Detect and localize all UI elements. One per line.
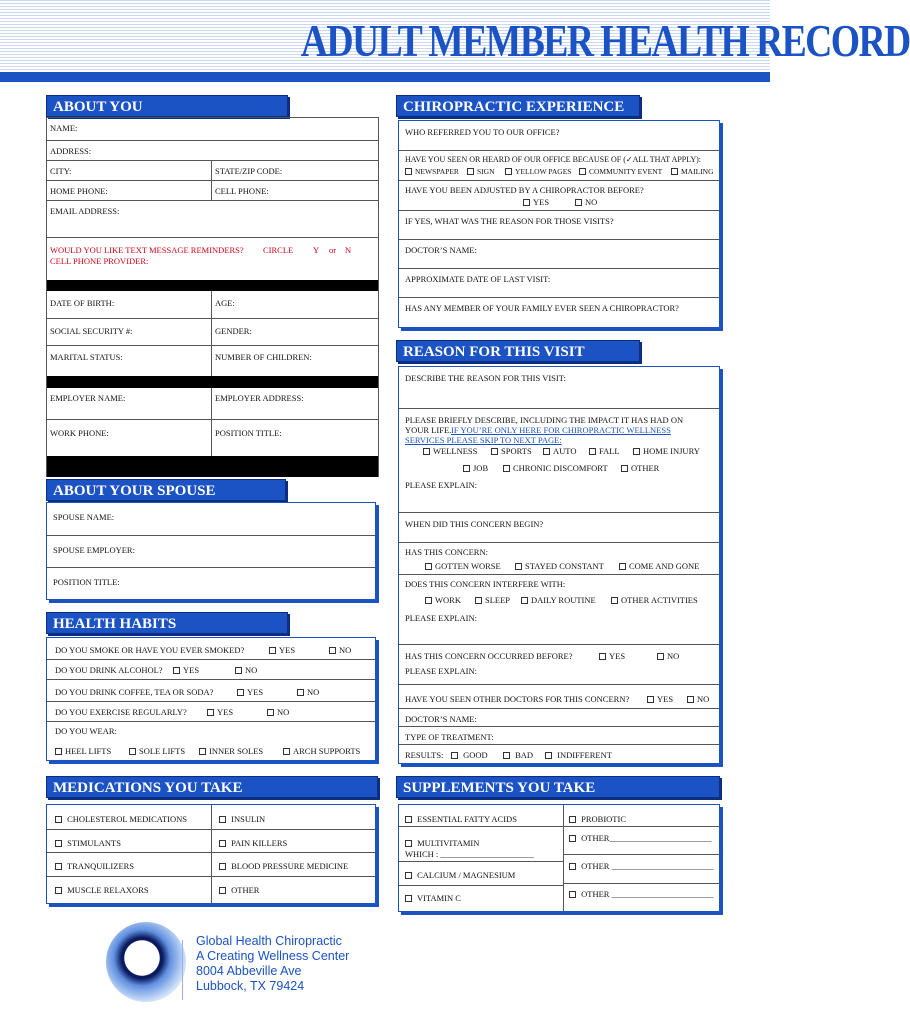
work-option[interactable]: WORK [425, 595, 461, 605]
worse-option[interactable]: GOTTEN WORSE [425, 561, 501, 571]
footer-divider [182, 940, 183, 1000]
wear-label: DO YOU WEAR: [55, 726, 117, 736]
checkbox[interactable] [55, 748, 62, 755]
referred-label: WHO REFERRED YOU TO OUR OFFICE? [405, 127, 560, 137]
checkbox[interactable] [129, 748, 136, 755]
doctor-label: DOCTOR’S NAME: [405, 245, 477, 255]
exercise-yes[interactable]: YES [207, 707, 233, 717]
coffee-row [47, 680, 375, 702]
seen-heard-label: HAVE YOU SEEN OR HEARD OF OUR OFFICE BECAUSE OF (✓ALL THAT APPLY): [405, 155, 702, 164]
city-row[interactable] [47, 161, 378, 181]
work-phone-row[interactable] [47, 420, 378, 456]
checkbox[interactable] [545, 752, 552, 759]
medications-section [46, 804, 376, 904]
medication-item[interactable]: INSULIN [219, 814, 265, 824]
about-you-section [46, 117, 379, 477]
divider-bar [47, 280, 378, 291]
checkbox[interactable] [621, 465, 628, 472]
checkbox[interactable] [219, 816, 226, 823]
checkbox[interactable] [687, 696, 694, 703]
divider-bar [47, 456, 378, 477]
checkbox[interactable] [425, 597, 432, 604]
about-you-header: ABOUT YOU [46, 95, 288, 117]
sports-option[interactable]: SPORTS [491, 446, 532, 456]
checkbox[interactable] [467, 168, 474, 175]
medication-item[interactable]: PAIN KILLERS [219, 838, 287, 848]
sign-option[interactable]: SIGN [467, 167, 495, 176]
explain3-label: PLEASE EXPLAIN: [405, 666, 478, 676]
doctor-name-row[interactable] [399, 709, 719, 727]
adjusted-row [399, 181, 719, 211]
interfere-row [399, 575, 719, 645]
sleep-option[interactable]: SLEEP [475, 595, 510, 605]
clinic-name: Global Health Chiropractic [196, 934, 342, 948]
checkbox[interactable] [451, 752, 458, 759]
exercise-no[interactable]: NO [267, 707, 289, 717]
spouse-employer-row[interactable] [47, 536, 375, 568]
has-concern-row [399, 543, 719, 575]
text-reminder-row[interactable] [47, 238, 378, 280]
city-label: CITY: [50, 166, 72, 176]
checkbox[interactable] [569, 816, 576, 823]
supplements-header: SUPPLEMENTS YOU TAKE [396, 776, 720, 798]
checkbox[interactable] [405, 872, 412, 879]
last-visit-row[interactable] [399, 269, 719, 298]
checkbox[interactable] [219, 863, 226, 870]
efa-option[interactable]: ESSENTIAL FATTY ACIDS [405, 814, 517, 824]
reason-section [398, 366, 720, 764]
yellow-pages-option[interactable]: YELLOW PAGES [505, 167, 571, 176]
occurred-row [399, 645, 719, 685]
doctor-row[interactable] [399, 240, 719, 269]
spouse-section [46, 502, 376, 600]
name-label: NAME: [50, 123, 78, 133]
checkbox[interactable] [405, 816, 412, 823]
chiro-header: CHIROPRACTIC EXPERIENCE [396, 95, 640, 117]
occurred-yes[interactable]: YES [599, 651, 625, 661]
referred-row[interactable] [399, 121, 719, 151]
no-option[interactable]: N [345, 245, 352, 255]
medication-item[interactable]: MUSCLE RELAXORS [55, 885, 149, 895]
ssn-label: SOCIAL SECURITY #: [50, 326, 133, 336]
checkbox[interactable] [491, 448, 498, 455]
other-docs-no[interactable]: NO [687, 694, 709, 704]
checkbox[interactable] [219, 840, 226, 847]
phone-row[interactable] [47, 181, 378, 201]
work-phone-label: WORK PHONE: [50, 428, 109, 438]
vitamin-c-option[interactable]: VITAMIN C [405, 893, 461, 903]
family-label: HAS ANY MEMBER OF YOUR FAMILY EVER SEEN A CHIROPRACTOR? [405, 303, 679, 313]
other1-option[interactable]: OTHER________________________ [569, 833, 711, 843]
constant-option[interactable]: STAYED CONSTANT [515, 561, 604, 571]
divider [211, 291, 212, 376]
spouse-name-label: SPOUSE NAME: [53, 512, 115, 522]
employer-name-label: EMPLOYER NAME: [50, 393, 126, 403]
when-label: WHEN DID THIS CONCERN BEGIN? [405, 519, 544, 529]
checkbox[interactable] [589, 448, 596, 455]
checkbox[interactable] [199, 748, 206, 755]
checkbox[interactable] [505, 168, 512, 175]
divider-bar [47, 376, 378, 388]
clinic-tagline: A Creating Wellness Center [196, 949, 350, 963]
exercise-row [47, 702, 375, 722]
clinic-street: 8004 Abbeville Ave [196, 964, 302, 978]
indifferent-option[interactable]: INDIFFERENT [545, 750, 612, 760]
other-docs-yes[interactable]: YES [647, 694, 673, 704]
smoke-yes[interactable]: YES [269, 645, 295, 655]
checkbox[interactable] [55, 816, 62, 823]
results-label: RESULTS: [405, 750, 444, 760]
medication-item[interactable]: CHOLESTEROL MEDICATIONS [55, 814, 187, 824]
checkbox[interactable] [405, 895, 412, 902]
address-row[interactable] [47, 141, 378, 161]
interfere-label: DOES THIS CONCERN INTERFERE WITH: [405, 579, 566, 589]
medication-item[interactable]: STIMULANTS [55, 838, 121, 848]
last-visit-label: APPROXIMATE DATE OF LAST VISIT: [405, 274, 551, 284]
newspaper-option[interactable]: NEWSPAPER [405, 167, 459, 176]
sole-lifts-option[interactable]: SOLE LIFTS [129, 746, 185, 756]
occurred-label: HAS THIS CONCERN OCCURRED BEFORE? [405, 651, 573, 661]
checkbox[interactable] [503, 752, 510, 759]
adjusted-yes[interactable]: YES [523, 197, 549, 207]
medications-header: MEDICATIONS YOU TAKE [46, 776, 378, 798]
checkbox[interactable] [405, 840, 412, 847]
other2-option[interactable]: OTHER ________________________ [569, 861, 714, 871]
inner-soles-option[interactable]: INNER SOLES [199, 746, 263, 756]
medication-item[interactable]: TRANQUILIZERS [55, 861, 134, 871]
chiro-section [398, 120, 720, 328]
calcium-option[interactable]: CALCIUM / MAGNESIUM [405, 870, 515, 880]
checkbox[interactable] [269, 647, 276, 654]
supplement-row [563, 827, 721, 855]
smoke-no[interactable]: NO [329, 645, 351, 655]
reason-visits-row[interactable] [399, 211, 719, 240]
briefly-line2a: YOUR LIFE. [405, 425, 452, 435]
checkbox[interactable] [207, 709, 214, 716]
text-reminder-label: WOULD YOU LIKE TEXT MESSAGE REMINDERS? [50, 245, 244, 255]
gender-label: GENDER: [215, 326, 252, 336]
adjusted-no[interactable]: NO [575, 197, 597, 207]
health-habits-header: HEALTH HABITS [46, 612, 288, 634]
checkbox[interactable] [55, 863, 62, 870]
checkbox[interactable] [297, 689, 304, 696]
good-option[interactable]: GOOD [451, 750, 488, 760]
spouse-position-row[interactable] [47, 568, 375, 600]
seen-heard-row [399, 151, 719, 181]
alcohol-no[interactable]: NO [235, 665, 257, 675]
children-label: NUMBER OF CHILDREN: [215, 352, 312, 362]
probiotic-option[interactable]: PROBIOTIC [569, 814, 626, 824]
medication-item[interactable]: BLOOD PRESSURE MEDICINE [219, 861, 348, 871]
supplement-row [563, 855, 721, 884]
supplement-row [563, 805, 721, 827]
divider [211, 805, 212, 903]
checkbox[interactable] [619, 563, 626, 570]
other-docs-row [399, 685, 719, 709]
when-row[interactable] [399, 513, 719, 543]
health-habits-section [46, 637, 376, 761]
checkbox[interactable] [543, 448, 550, 455]
alcohol-yes[interactable]: YES [173, 665, 199, 675]
has-concern-label: HAS THIS CONCERN: [405, 547, 488, 557]
page-title: ADULT MEMBER HEALTH RECORD [300, 15, 910, 66]
checkbox[interactable] [425, 563, 432, 570]
spouse-header: ABOUT YOUR SPOUSE [46, 479, 286, 501]
results-row [399, 745, 719, 763]
cell-phone-label: CELL PHONE: [215, 186, 269, 196]
checkbox[interactable] [569, 863, 576, 870]
describe-label: DESCRIBE THE REASON FOR THIS VISIT: [405, 373, 566, 383]
checkbox[interactable] [55, 887, 62, 894]
checkbox[interactable] [569, 891, 576, 898]
bad-option[interactable]: BAD [503, 750, 533, 760]
checkbox[interactable] [569, 835, 576, 842]
checkbox[interactable] [579, 168, 586, 175]
coffee-label: DO YOU DRINK COFFEE, TEA OR SODA? [55, 687, 214, 697]
home-injury-option[interactable]: HOME INJURY [633, 446, 700, 456]
checkbox[interactable] [671, 168, 678, 175]
mailing-option[interactable]: MAILING [671, 167, 714, 176]
treatment-row[interactable] [399, 727, 719, 745]
community-event-option[interactable]: COMMUNITY EVENT [579, 167, 662, 176]
checkbox[interactable] [237, 689, 244, 696]
checkbox[interactable] [55, 840, 62, 847]
family-row[interactable] [399, 298, 719, 327]
supplement-row [399, 827, 563, 862]
spouse-position-label: POSITION TITLE: [53, 577, 120, 587]
wellness-option[interactable]: WELLNESS [423, 446, 477, 456]
occurred-no[interactable]: NO [657, 651, 679, 661]
checkbox[interactable] [523, 199, 530, 206]
supplement-row [399, 862, 563, 886]
checkbox[interactable] [267, 709, 274, 716]
adjusted-label: HAVE YOU BEEN ADJUSTED BY A CHIROPRACTOR BEFORE? [405, 185, 644, 195]
position-title-label: POSITION TITLE: [215, 428, 282, 438]
chronic-option[interactable]: CHRONIC DISCOMFORT [503, 463, 608, 473]
briefly-line3: SERVICES PLEASE SKIP TO NEXT PAGE: [405, 435, 562, 445]
come-gone-option[interactable]: COME AND GONE [619, 561, 699, 571]
other-activities-option[interactable]: OTHER ACTIVITIES [611, 595, 698, 605]
checkbox[interactable] [657, 653, 664, 660]
other-option[interactable]: OTHER [621, 463, 659, 473]
checkbox[interactable] [235, 667, 242, 674]
other-docs-label: HAVE YOU SEEN OTHER DOCTORS FOR THIS CONCERN? [405, 694, 630, 704]
ssn-row[interactable] [47, 319, 378, 346]
alcohol-label: DO YOU DRINK ALCOHOL? [55, 665, 163, 675]
checkbox[interactable] [329, 647, 336, 654]
spouse-employer-label: SPOUSE EMPLOYER: [53, 545, 135, 555]
wear-row [47, 722, 375, 760]
employer-address-label: EMPLOYER ADDRESS: [215, 393, 304, 403]
coffee-no[interactable]: NO [297, 687, 319, 697]
medication-item[interactable]: OTHER [219, 885, 259, 895]
circle-label: CIRCLE [263, 245, 294, 255]
dob-row[interactable] [47, 291, 378, 319]
auto-option[interactable]: AUTO [543, 446, 576, 456]
home-phone-label: HOME PHONE: [50, 186, 108, 196]
checkbox[interactable] [463, 465, 470, 472]
reason-visits-label: IF YES, WHAT WAS THE REASON FOR THOSE VISITS? [405, 216, 614, 226]
fall-option[interactable]: FALL [589, 446, 620, 456]
checkbox[interactable] [633, 448, 640, 455]
supplements-section [398, 804, 720, 912]
other3-option[interactable]: OTHER ________________________ [569, 889, 714, 899]
email-label: EMAIL ADDRESS: [50, 206, 120, 216]
spouse-name-row[interactable] [47, 503, 375, 536]
checkbox[interactable] [647, 696, 654, 703]
briefly-line1: PLEASE BRIEFLY DESCRIBE, INCLUDING THE IMPACT IT HAS HAD ON [405, 415, 684, 425]
checkbox[interactable] [599, 653, 606, 660]
multivitamin-option[interactable]: MULTIVITAMIN [405, 838, 479, 848]
checkbox[interactable] [423, 448, 430, 455]
address-label: ADDRESS: [50, 146, 92, 156]
supplement-row [399, 805, 563, 827]
which-label[interactable]: WHICH : ______________________ [405, 849, 534, 859]
employer-row[interactable] [47, 388, 378, 420]
smoke-row [47, 638, 375, 660]
marital-row[interactable] [47, 346, 378, 376]
coffee-yes[interactable]: YES [237, 687, 263, 697]
checkbox[interactable] [503, 465, 510, 472]
checkbox[interactable] [521, 597, 528, 604]
checkbox[interactable] [405, 168, 412, 175]
job-option[interactable]: JOB [463, 463, 488, 473]
email-row[interactable] [47, 201, 378, 238]
briefly-row [399, 409, 719, 513]
smoke-label: DO YOU SMOKE OR HAVE YOU EVER SMOKED? [55, 645, 245, 655]
describe-row[interactable] [399, 367, 719, 409]
checkbox[interactable] [515, 563, 522, 570]
checkbox[interactable] [575, 199, 582, 206]
divider [211, 161, 212, 201]
checkbox[interactable] [219, 887, 226, 894]
yes-option[interactable]: Y [313, 245, 320, 255]
checkbox[interactable] [475, 597, 482, 604]
exercise-label: DO YOU EXERCISE REGULARLY? [55, 707, 187, 717]
heel-lifts-option[interactable]: HEEL LIFTS [55, 746, 111, 756]
checkbox[interactable] [283, 748, 290, 755]
alcohol-row [47, 660, 375, 680]
clinic-address [196, 934, 349, 994]
cell-provider-label: CELL PHONE PROVIDER: [50, 256, 149, 266]
explain-label: PLEASE EXPLAIN: [405, 480, 478, 490]
reason-header: REASON FOR THIS VISIT [396, 340, 640, 362]
or-label: or [329, 245, 337, 255]
state-zip-label: STATE/ZIP CODE: [215, 166, 283, 176]
routine-option[interactable]: DAILY ROUTINE [521, 595, 596, 605]
checkbox[interactable] [173, 667, 180, 674]
name-row[interactable] [47, 118, 378, 141]
treatment-label: TYPE OF TREATMENT: [405, 732, 494, 742]
divider [211, 388, 212, 456]
clinic-logo [106, 922, 186, 1002]
explain2-label: PLEASE EXPLAIN: [405, 613, 478, 623]
checkbox[interactable] [611, 597, 618, 604]
dob-label: DATE OF BIRTH: [50, 298, 115, 308]
briefly-line2b: IF YOU’RE ONLY HERE FOR CHIROPRACTIC WELLNESS [451, 425, 671, 435]
marital-label: MARITAL STATUS: [50, 352, 123, 362]
age-label: AGE: [215, 298, 235, 308]
arch-supports-option[interactable]: ARCH SUPPORTS [283, 746, 360, 756]
clinic-city: Lubbock, TX 79424 [196, 979, 305, 993]
doctor-name-label: DOCTOR’S NAME: [405, 714, 477, 724]
